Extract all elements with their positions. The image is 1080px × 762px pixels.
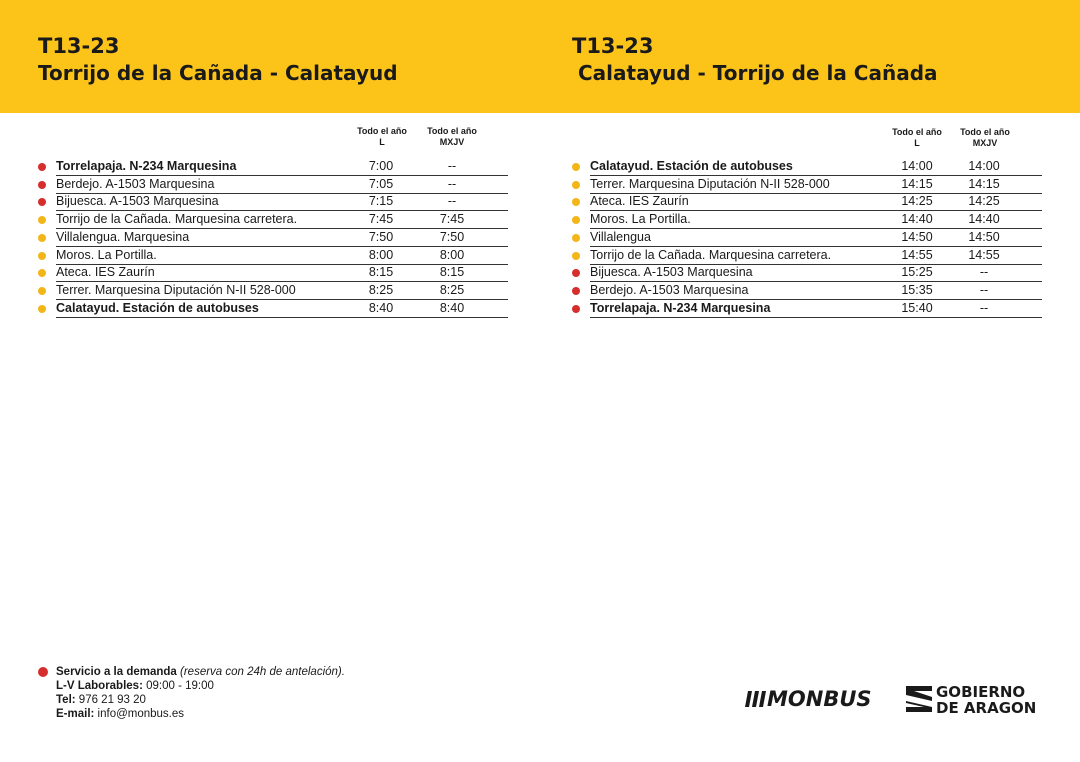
time-mxjv: -- [979, 265, 989, 280]
col-header-l-line2: L [914, 138, 920, 148]
aragon-emblem-icon [906, 684, 932, 714]
regular-stop-dot-icon [38, 287, 46, 295]
time-l: 8:25 [368, 282, 394, 297]
time-mxjv: 7:45 [439, 212, 465, 227]
on-demand-dot-icon [572, 305, 580, 313]
time-mxjv: -- [979, 282, 989, 297]
col-header-mxjv-line2: MXJV [972, 138, 998, 148]
col-header-mxjv-line1: Todo el año [427, 126, 477, 136]
time-l: 8:40 [368, 300, 394, 315]
gobierno-text: GOBIERNO [936, 683, 1026, 701]
time-l: 7:50 [368, 229, 394, 244]
stop-name: Villalengua [590, 229, 651, 244]
hours-label: L-V Laborables: [56, 680, 143, 692]
stop-name: Torrijo de la Cañada. Marquesina carretera. [56, 212, 298, 227]
time-mxjv: 7:50 [439, 229, 465, 244]
table-row [590, 158, 1042, 176]
time-l: 15:35 [901, 282, 933, 297]
col-header-l-line2: L [379, 137, 385, 147]
time-l: 15:40 [901, 300, 933, 315]
email-label: E-mail: [56, 708, 95, 720]
col-header-l-line1: Todo el año [357, 126, 407, 136]
monbus-logo-text: MONBUS [767, 687, 872, 711]
footer-info [56, 665, 345, 721]
on-demand-dot-icon [572, 269, 580, 277]
time-l: 7:45 [368, 212, 394, 227]
email-value[interactable]: info@monbus.es [97, 708, 185, 720]
table-row [590, 229, 1042, 247]
regular-stop-dot-icon [38, 269, 46, 277]
col-header-l [352, 126, 412, 148]
phone-value[interactable]: 976 21 93 20 [78, 694, 146, 706]
de-aragon-text: DE ARAGON [936, 699, 1037, 717]
col-header-l [887, 127, 947, 149]
regular-stop-dot-icon [38, 252, 46, 260]
regular-stop-dot-icon [572, 234, 580, 242]
time-l: 14:25 [901, 194, 933, 209]
time-l: 7:15 [368, 194, 394, 209]
col-header-mxjv [422, 126, 482, 148]
time-mxjv: 14:50 [968, 229, 1000, 244]
table-row [56, 158, 508, 176]
table-row [590, 193, 1042, 211]
stop-name: Ateca. IES Zaurín [590, 194, 689, 209]
time-mxjv: -- [447, 176, 457, 191]
table-row [56, 193, 508, 211]
time-mxjv: 14:55 [968, 247, 1000, 262]
monbus-stripes-icon [745, 691, 767, 707]
stop-name: Bijuesca. A-1503 Marquesina [590, 265, 753, 280]
regular-stop-dot-icon [38, 234, 46, 242]
footer-line-phone [56, 693, 345, 707]
time-l: 8:00 [368, 247, 394, 262]
table-row [56, 211, 508, 229]
regular-stop-dot-icon [38, 305, 46, 313]
stop-name: Terrer. Marquesina Diputación N-II 528-000 [56, 282, 296, 297]
time-l: 7:00 [368, 159, 394, 173]
time-mxjv: 8:25 [439, 282, 465, 297]
footer-line-email [56, 707, 345, 721]
time-mxjv: 8:00 [439, 247, 465, 262]
stop-name: Villalengua. Marquesina [56, 229, 190, 244]
time-l: 14:55 [901, 247, 933, 262]
regular-stop-dot-icon [572, 163, 580, 171]
stop-name: Moros. La Portilla. [590, 212, 691, 227]
right-route-name: Calatayud - Torrijo de la Cañada [578, 61, 938, 85]
time-l: 15:25 [901, 265, 933, 280]
on-demand-dot-icon [572, 287, 580, 295]
service-label: Servicio a la demanda [56, 666, 177, 678]
table-row [590, 247, 1042, 265]
monbus-logo [745, 687, 872, 711]
time-l: 14:50 [901, 229, 933, 244]
on-demand-dot-icon [38, 667, 48, 677]
time-l: 14:00 [901, 159, 933, 173]
time-mxjv: -- [447, 194, 457, 209]
table-row [56, 300, 508, 318]
time-l: 14:40 [901, 212, 933, 227]
timetable-right [590, 127, 1042, 327]
stop-name: Torrelapaja. N-234 Marquesina [590, 300, 771, 315]
time-mxjv: 14:40 [968, 212, 1000, 227]
table-row [56, 229, 508, 247]
stop-name: Ateca. IES Zaurín [56, 265, 155, 280]
time-l: 7:05 [368, 176, 394, 191]
table-row [590, 264, 1042, 282]
table-row [56, 176, 508, 194]
table-row [590, 211, 1042, 229]
time-mxjv: 14:00 [968, 159, 1000, 173]
col-header-mxjv [955, 127, 1015, 149]
time-mxjv: 14:25 [968, 194, 1000, 209]
regular-stop-dot-icon [572, 216, 580, 224]
stop-name: Terrer. Marquesina Diputación N-II 528-000 [590, 176, 830, 191]
table-row [590, 300, 1042, 318]
regular-stop-dot-icon [572, 252, 580, 260]
time-mxjv: -- [447, 159, 457, 173]
on-demand-dot-icon [38, 181, 46, 189]
time-l: 14:15 [901, 176, 933, 191]
time-mxjv: 8:15 [439, 265, 465, 280]
stop-name: Berdejo. A-1503 Marquesina [56, 176, 215, 191]
service-note: (reserva con 24h de antelación). [180, 666, 345, 678]
col-header-mxjv-line1: Todo el año [960, 127, 1010, 137]
stop-name: Berdejo. A-1503 Marquesina [590, 282, 749, 297]
stop-name: Moros. La Portilla. [56, 247, 157, 262]
table-row [56, 247, 508, 265]
time-mxjv: -- [979, 300, 989, 315]
time-mxjv: 8:40 [439, 300, 465, 315]
regular-stop-dot-icon [572, 181, 580, 189]
time-l: 8:15 [368, 265, 394, 280]
on-demand-dot-icon [38, 163, 46, 171]
hours-value: 09:00 - 19:00 [146, 680, 214, 692]
footer-line-hours [56, 679, 345, 693]
col-header-mxjv-line2: MXJV [439, 137, 465, 147]
col-header-l-line1: Todo el año [892, 127, 942, 137]
table-row [590, 282, 1042, 300]
footer-line-service [56, 665, 345, 679]
phone-label: Tel: [56, 694, 76, 706]
header-band [0, 0, 1080, 113]
left-route-code: T13-23 [38, 34, 120, 58]
on-demand-dot-icon [38, 198, 46, 206]
right-route-code: T13-23 [572, 34, 654, 58]
time-mxjv: 14:15 [968, 176, 1000, 191]
stop-name: Calatayud. Estación de autobuses [590, 159, 793, 173]
stop-name: Torrelapaja. N-234 Marquesina [56, 159, 237, 173]
stop-name: Calatayud. Estación de autobuses [56, 300, 259, 315]
table-row [56, 264, 508, 282]
left-route-name: Torrijo de la Cañada - Calatayud [38, 61, 398, 85]
stop-name: Bijuesca. A-1503 Marquesina [56, 194, 219, 209]
table-row [590, 176, 1042, 194]
regular-stop-dot-icon [572, 198, 580, 206]
regular-stop-dot-icon [38, 216, 46, 224]
table-row [56, 282, 508, 300]
stop-name: Torrijo de la Cañada. Marquesina carretera. [590, 247, 832, 262]
timetable-left [56, 126, 508, 326]
